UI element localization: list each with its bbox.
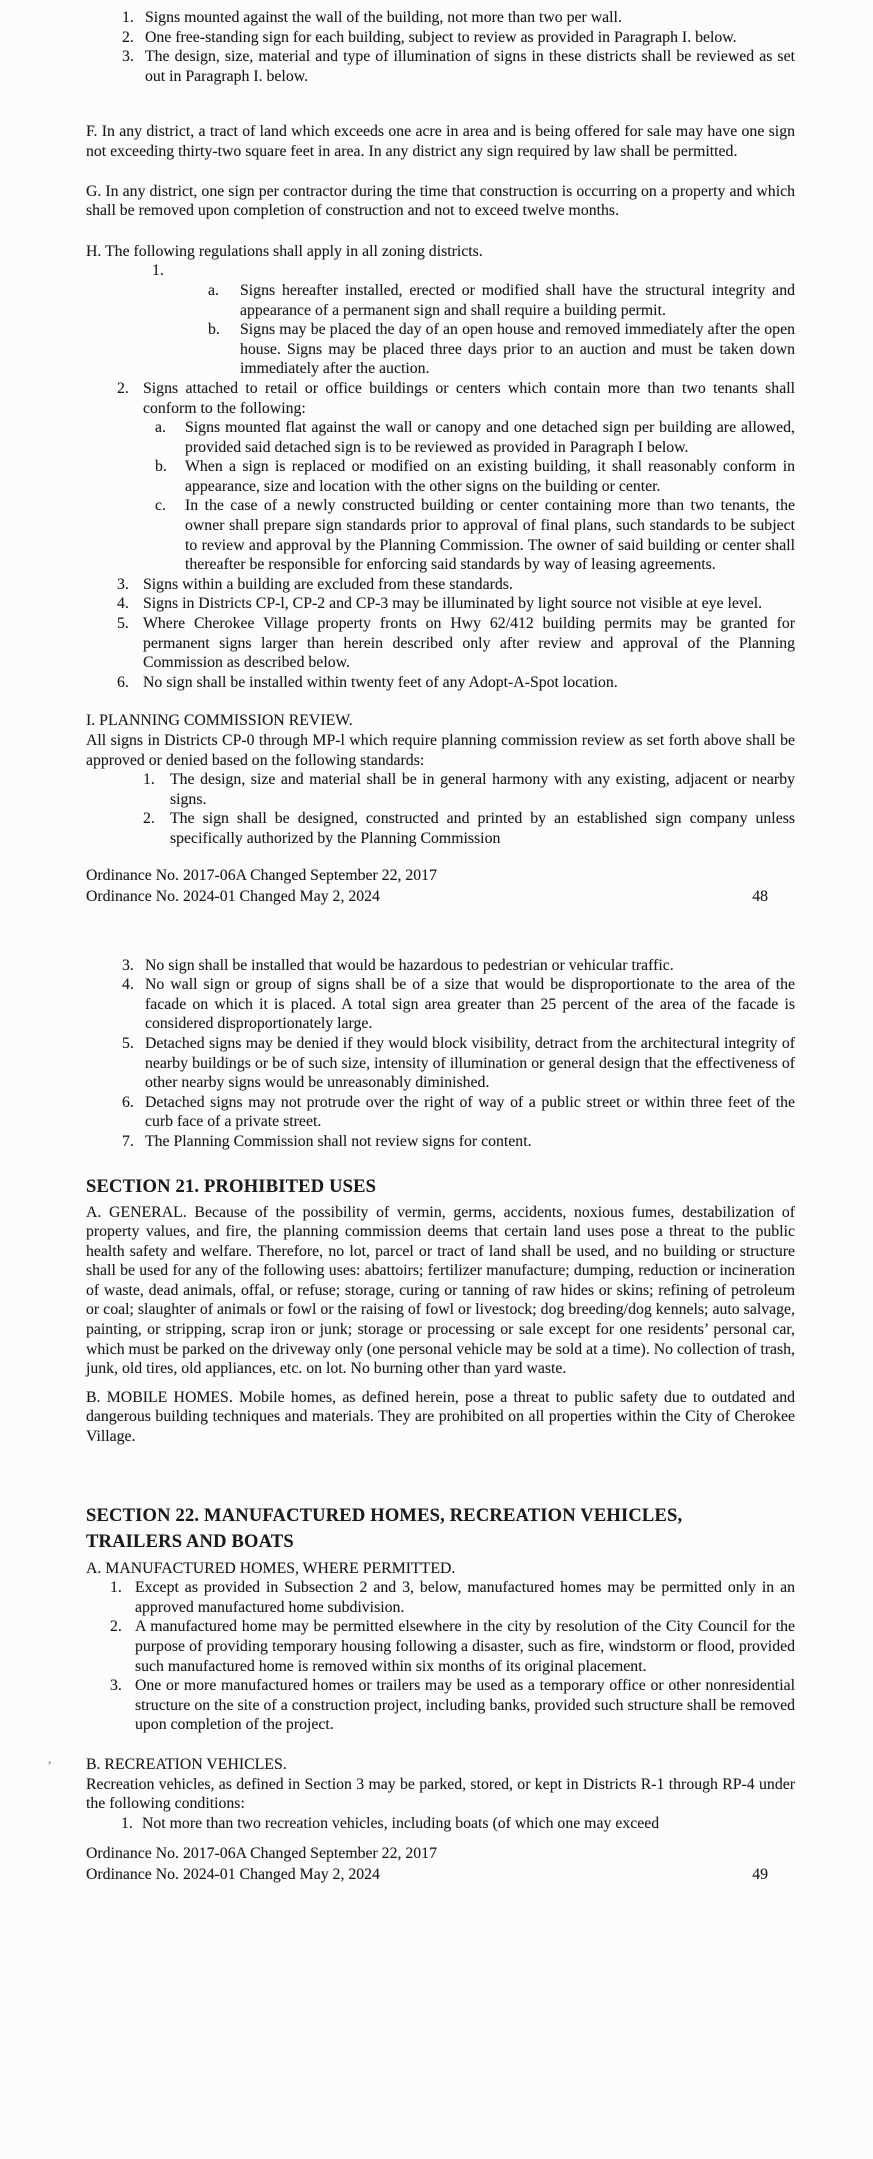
prohibited-uses-general-paragraph: A. GENERAL. Because of the possibility of vermin, germs, accidents, noxious fumes, destabilization of property values, and fire, the planning commission deems that certain land uses pose a threat to the public health safety and welfare. Therefore, no lot, parcel or tract of land shall be used, and no building or structure shall be used for any of the following uses: abattoirs; fertilizer manufacture; dumping, reduction or incineration of waste, dead animals, offal, or refuse; storage, curing or tanning of raw hides or skins; refining of petroleum or coal; slaughter of animals or fowl or the raising of fowl or livestock; dog breeding/dog kennels; auto salvage, painting, or stripping, scrap iron or junk; storage or processing or sale except for one residents’ personal car, which must be parked on the driveway only (one personal vehicle may be sold at a time). No collection of trash, junk, old tires, old appliances, etc. on lot. No burning other than yard waste.	[86, 1203, 795, 1378]
list-text: In the case of a newly constructed building or center containing more than two tenants, the owner shall prepare sign standards prior to approval of final plans, such standards to be subject to review and approval by the Planning Commission. The owner of said building or center shall thereafter be responsible for enforcing said standards by way of leasing agreements.	[185, 497, 795, 574]
list-text: Signs may be placed the day of an open house and removed immediately after the open house. Signs may be placed three days prior to an auction and must be taken down immediately after the auction.	[240, 321, 795, 378]
page-2	[86, 956, 795, 1886]
list-text: No wall sign or group of signs shall be of a size that would be disproportionate to the area of the facade on which it is placed. A total sign area greater than 25 percent of the area of the facade is considered disproportionately large.	[145, 976, 795, 1033]
sign-standards-list	[86, 956, 795, 1152]
list-marker: 1.	[143, 771, 155, 789]
list-marker: 3.	[122, 956, 134, 974]
list-text: When a sign is replaced or modified on an existing building, it shall reasonably conform in appearance, size and location with the other signs on the building or center.	[185, 458, 795, 495]
list-text: Signs attached to retail or office buildings or centers which contain more than two tenants shall conform to the following:	[143, 379, 795, 417]
list-text: The sign shall be designed, constructed and printed by an established sign company unless specifically authorized by the Planning Commission	[170, 810, 795, 847]
list-marker: 1.	[110, 1579, 122, 1597]
list-text: Signs hereafter installed, erected or modified shall have the structural integrity and appearance of a permanent sign and shall require a building permit.	[240, 281, 795, 319]
list-marker: 2.	[110, 1618, 122, 1636]
recreation-vehicles-heading: B. RECREATION VEHICLES.	[86, 1755, 287, 1773]
list-item	[86, 673, 795, 693]
ordinance-note: Ordinance No. 2017-06A Changed September 22, 2017	[86, 866, 437, 884]
list-item	[86, 8, 795, 28]
list-item	[86, 1093, 795, 1132]
list-marker: 5.	[122, 1034, 134, 1052]
planning-commission-review-heading: I. PLANNING COMMISSION REVIEW.	[86, 712, 353, 730]
list-text: One or more manufactured homes or trailers may be used as a temporary office or other nonresidential structure on the site of a construction project, including banks, provided such structure shall be removed upon completion of the project.	[135, 1677, 795, 1734]
list-item	[86, 47, 795, 86]
list-marker: b.	[155, 458, 167, 476]
list-marker: 7.	[122, 1132, 134, 1150]
list-text: No sign shall be installed within twenty feet of any Adopt-A-Spot location.	[143, 673, 618, 691]
recreation-vehicles-list	[86, 1814, 795, 1834]
list-item	[86, 320, 795, 379]
page-2-footer	[86, 1843, 795, 1885]
ordinance-note: Ordinance No. 2017-06A Changed September 22, 2017	[86, 1845, 437, 1863]
list-marker: a.	[155, 419, 166, 437]
list-text: Detached signs may not protrude over the right of way of a public street or within three feet of the curb face of a private street.	[145, 1093, 795, 1131]
list-text: Signs in Districts CP-l, CP-2 and CP-3 may be illuminated by light source not visible at eye level.	[143, 595, 763, 613]
list-marker: 2.	[117, 379, 129, 397]
recreation-vehicles-intro: Recreation vehicles, as defined in Section 3 may be parked, stored, or kept in Districts R-1 through RP-4 under the following conditions:	[86, 1775, 795, 1813]
list-marker: 1.	[121, 1814, 133, 1832]
list-item	[86, 379, 795, 418]
list-item	[86, 496, 795, 574]
list-item	[86, 956, 795, 976]
section-22-heading-line2: TRAILERS AND BOATS	[86, 1531, 294, 1552]
paragraph-h: H. The following regulations shall apply in all zoning districts.	[86, 242, 483, 260]
list-item	[86, 1676, 795, 1735]
list-marker: 2.	[143, 810, 155, 828]
list-marker: b.	[208, 321, 220, 339]
scan-artifact-mark: ,	[48, 1751, 52, 1766]
section-22-heading	[86, 1503, 795, 1555]
list-text: Not more than two recreation vehicles, including boats (of which one may exceed	[142, 1814, 660, 1832]
list-marker: 3.	[117, 575, 129, 593]
list-text: Where Cherokee Village property fronts on Hwy 62/412 building permits may be granted for permanent signs larger than herein described only after review and approval of the Planning Commission as described below.	[143, 615, 795, 672]
list-item	[86, 594, 795, 614]
list-text: The design, size and material shall be in general harmony with any existing, adjacent or nearby signs.	[170, 771, 795, 808]
list-text: A manufactured home may be permitted elsewhere in the city by resolution of the City Council for the purpose of providing temporary housing following a disaster, such as fire, windstorm or flood, provided such manufactured home is removed within six months of its original placement.	[135, 1618, 795, 1675]
page-1-footer	[86, 865, 795, 907]
page-1	[86, 8, 795, 907]
paragraph-g: G. In any district, one sign per contractor during the time that construction is occurring on a property and which shall be removed upon completion of construction and not to exceed twelve months.	[86, 182, 795, 220]
list-text: Signs within a building are excluded from these standards.	[143, 575, 513, 593]
list-marker: 2.	[122, 28, 134, 46]
sign-rules-list	[86, 8, 795, 86]
manufactured-homes-heading: A. MANUFACTURED HOMES, WHERE PERMITTED.	[86, 1559, 456, 1577]
list-text: Signs mounted flat against the wall or canopy and one detached sign per building are allowed, provided said detached sign is to be reviewed as provided in Paragraph I below.	[185, 419, 795, 456]
list-item	[86, 457, 795, 496]
list-item	[86, 418, 795, 457]
ordinance-note: Ordinance No. 2024-01 Changed May 2, 2024	[86, 1866, 380, 1884]
planning-commission-list	[86, 770, 795, 848]
list-item	[86, 770, 795, 809]
list-item	[86, 809, 795, 848]
mobile-homes-paragraph: B. MOBILE HOMES. Mobile homes, as defined herein, pose a threat to public safety due to outdated and dangerous building techniques and materials. They are prohibited on all properties within the City of Cherokee Village.	[86, 1388, 795, 1446]
list-marker: 6.	[122, 1093, 134, 1111]
list-marker: a.	[208, 281, 219, 299]
list-item	[86, 28, 795, 48]
planning-commission-review-intro: All signs in Districts CP-0 through MP-l which require planning commission review as set forth above shall be approved or denied based on the following standards:	[86, 732, 795, 769]
list-marker: 6.	[117, 673, 129, 691]
list-item	[86, 281, 795, 320]
list-item	[86, 1814, 795, 1834]
list-text: Signs mounted against the wall of the building, not more than two per wall.	[145, 9, 622, 26]
list-item	[86, 575, 795, 595]
list-text: The design, size, material and type of illumination of signs in these districts shall be reviewed as set out in Paragraph I. below.	[145, 48, 795, 85]
list-marker: 4.	[122, 976, 134, 994]
list-marker: c.	[155, 497, 166, 515]
paragraph-h-list	[86, 261, 795, 692]
page-number: 48	[752, 887, 768, 905]
ordinance-note: Ordinance No. 2024-01 Changed May 2, 2024	[86, 887, 380, 905]
list-item	[86, 1578, 795, 1617]
list-item	[86, 614, 795, 673]
list-marker: 1.	[122, 9, 134, 26]
list-text: One free-standing sign for each building, subject to review as provided in Paragraph I. below.	[145, 28, 737, 46]
section-22-heading-line1: SECTION 22. MANUFACTURED HOMES, RECREATION VEHICLES,	[86, 1505, 683, 1526]
list-item	[86, 1132, 795, 1152]
list-item	[86, 1617, 795, 1676]
list-marker-standalone: 1.	[152, 262, 164, 280]
list-text: No sign shall be installed that would be hazardous to pedestrian or vehicular traffic.	[145, 956, 674, 974]
page-number: 49	[752, 1866, 768, 1884]
list-marker: 5.	[117, 615, 129, 633]
list-marker: 3.	[110, 1677, 122, 1695]
manufactured-homes-list	[86, 1578, 795, 1735]
list-item	[86, 975, 795, 1034]
list-text: The Planning Commission shall not review signs for content.	[145, 1132, 532, 1150]
list-marker: 3.	[122, 48, 134, 66]
list-text: Except as provided in Subsection 2 and 3, below, manufactured homes may be permitted only in an approved manufactured home subdivision.	[135, 1579, 795, 1616]
list-text: Detached signs may be denied if they would block visibility, detract from the architectural integrity of nearby buildings or be of such size, intensity of illumination or general design that the effectiveness of other nearby signs would be unreasonably diminished.	[145, 1034, 795, 1092]
list-marker: 4.	[117, 595, 129, 613]
list-item	[86, 1034, 795, 1093]
section-21-heading: SECTION 21. PROHIBITED USES	[86, 1176, 377, 1197]
paragraph-f: F. In any district, a tract of land which exceeds one acre in area and is being offered for sale may have one sign not exceeding thirty-two square feet in area. In any district any sign required by law shall be permitted.	[86, 123, 795, 160]
